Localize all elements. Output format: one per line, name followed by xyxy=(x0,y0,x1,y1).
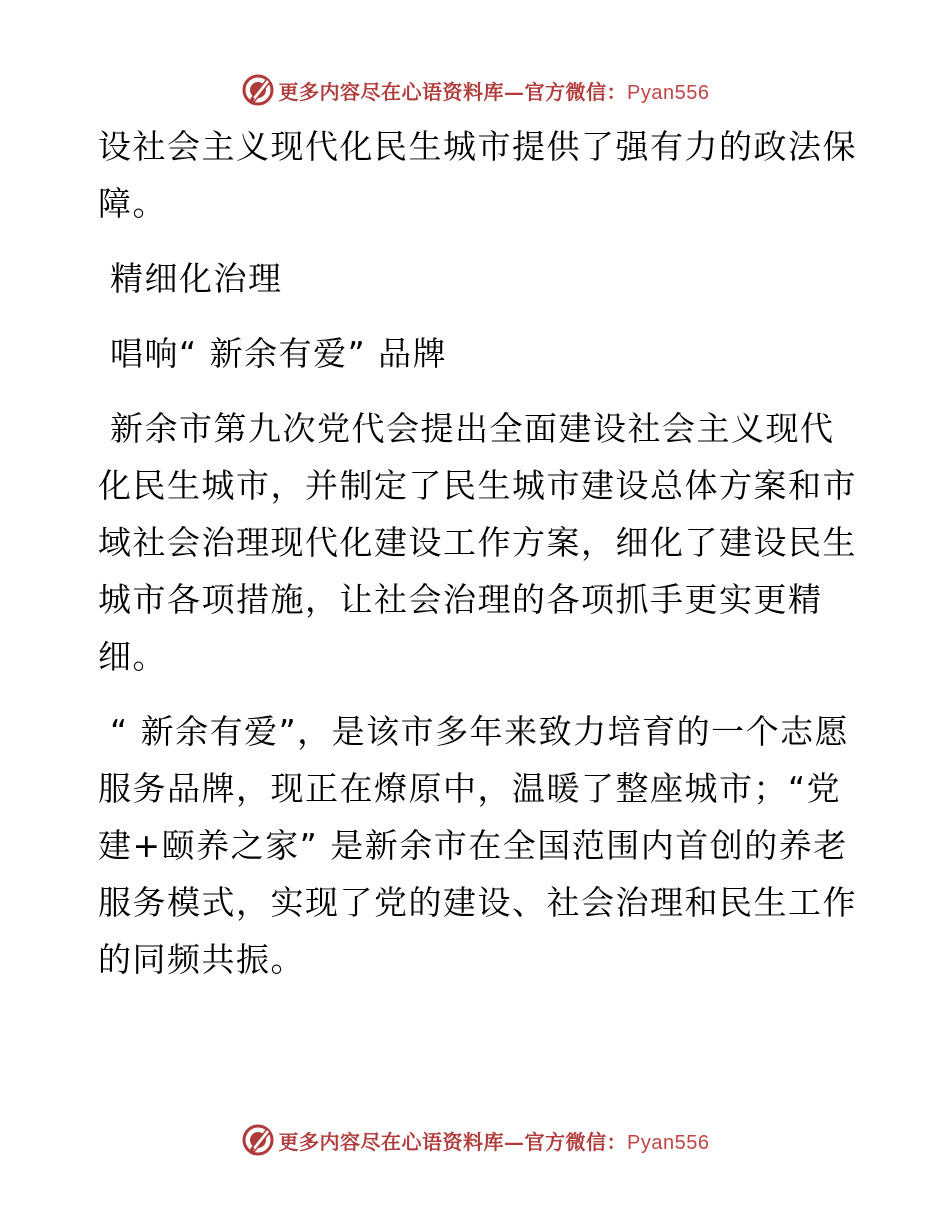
section-heading-2: 唱响“ 新余有爱” 品牌 xyxy=(98,334,448,373)
header-banner-cn: 更多内容尽在心语资料库—官方微信： xyxy=(278,79,628,104)
footer-banner-cn: 更多内容尽在心语资料库—官方微信： xyxy=(278,1129,628,1154)
paragraph-2: 新余市第九次党代会提出全面建设社会主义现代化民生城市，并制定了民生城市建设总体方案和市域社会治理现代化建设工作方案，细化了建设民生城市各项措施，让社会治理的各项抓手更实更精细。 xyxy=(98,409,857,676)
paragraph-1: 设社会主义现代化民生城市提供了强有力的政法保障。 xyxy=(98,127,857,223)
header-banner xyxy=(0,70,950,110)
document-body xyxy=(98,118,858,988)
footer-banner-text xyxy=(279,1126,710,1155)
pen-nib-logo-icon xyxy=(241,1123,275,1157)
section-heading-1: 精细化治理 xyxy=(98,259,283,298)
footer-banner-id: Pyan556 xyxy=(627,1131,710,1154)
paragraph-3: “ 新余有爱”，是该市多年来致力培育的一个志愿服务品牌，现正在燎原中，温暖了整座城市；“党建+颐养之家” 是新余市在全国范围内首创的养老服务模式，实现了党的建设、社会治理和民生工作的同频共振。 xyxy=(98,712,857,979)
pen-nib-logo-icon xyxy=(241,73,275,107)
header-banner-text xyxy=(279,76,710,105)
footer-banner xyxy=(0,1120,950,1160)
header-banner-id: Pyan556 xyxy=(627,81,710,104)
